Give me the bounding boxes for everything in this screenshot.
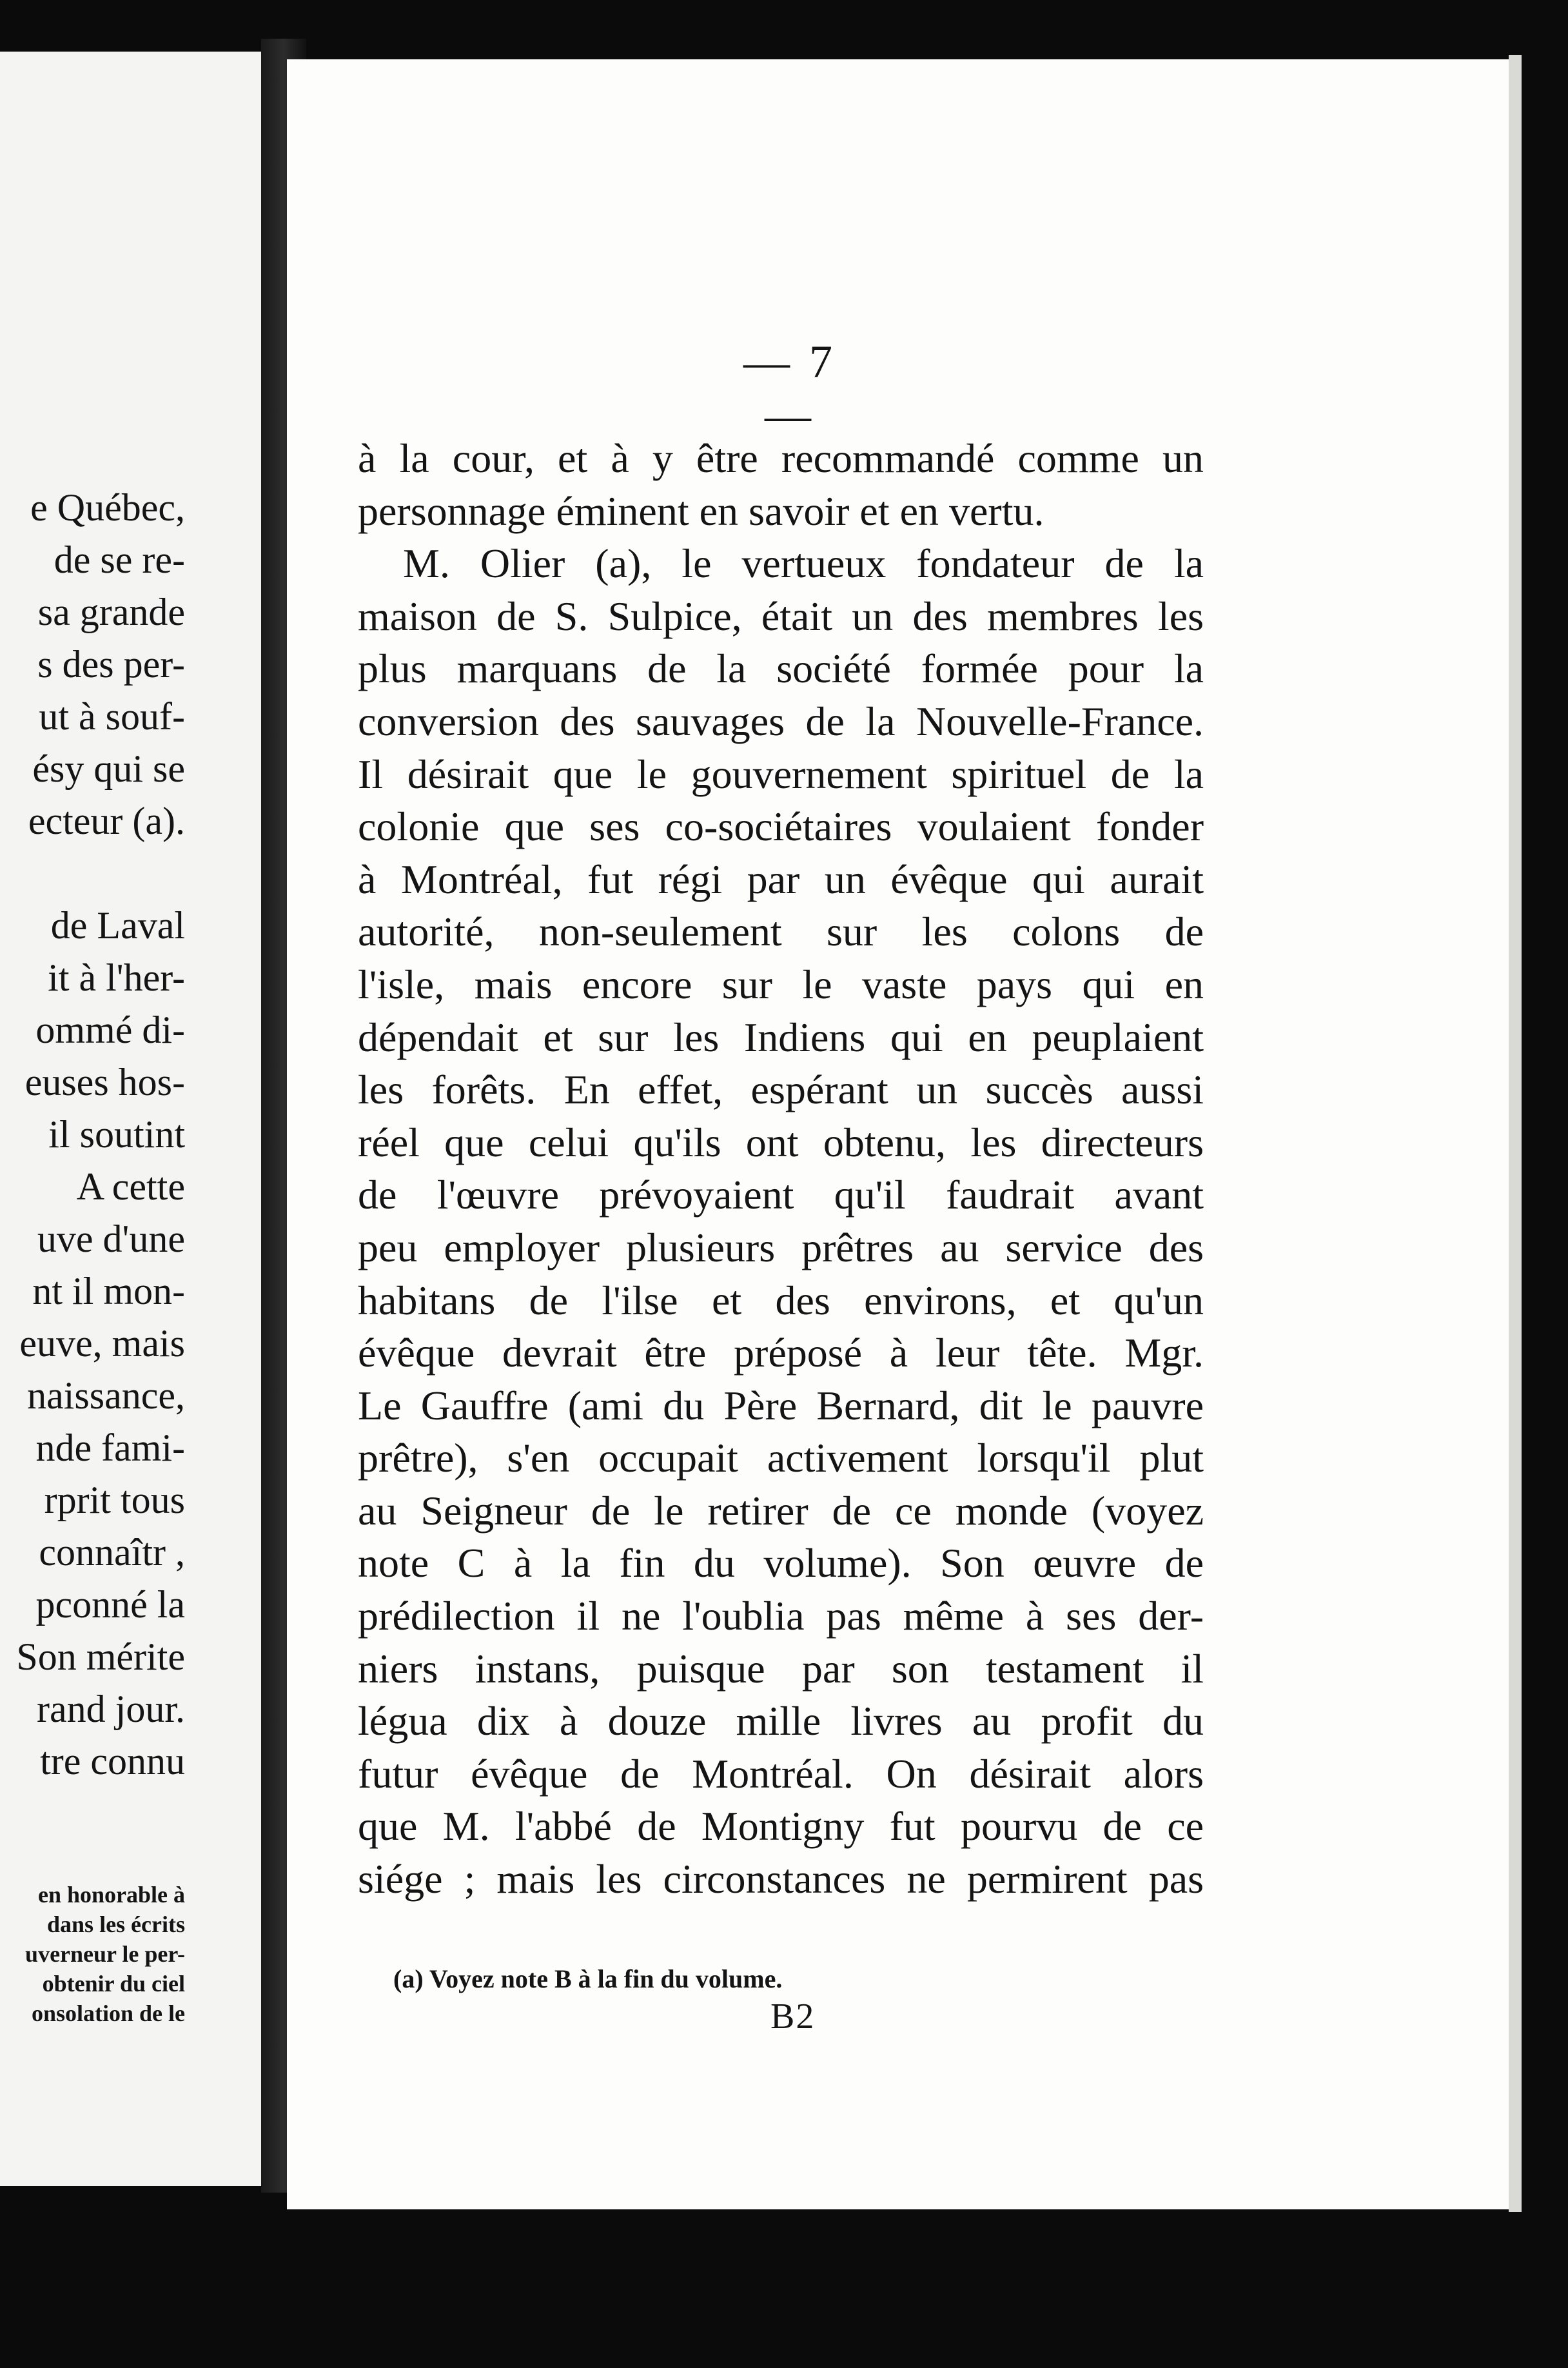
text-line: évêque devrait être préposé à leur tête. Mgr. bbox=[358, 1330, 1204, 1376]
text-line: euve, mais bbox=[19, 1322, 185, 1365]
text-line: de l'œuvre prévoyaient qu'il faudrait avant bbox=[358, 1172, 1204, 1218]
text-line: autorité, non-seulement sur les colons de bbox=[358, 909, 1204, 955]
footnote-line: onsolation de le bbox=[31, 2000, 185, 2026]
text-line: s des per- bbox=[37, 643, 185, 686]
text-line: futur évêque de Montréal. On désirait alors bbox=[358, 1750, 1204, 1797]
footnote-line: uverneur le per- bbox=[25, 1941, 185, 1967]
text-line: euses hos- bbox=[24, 1061, 185, 1103]
text-line: prédilection il ne l'oublia pas même à ses der- bbox=[358, 1593, 1204, 1639]
page-number: — 7 — bbox=[743, 336, 836, 441]
text-line: sa grande bbox=[37, 591, 185, 633]
text-line: uve d'une bbox=[37, 1218, 185, 1260]
previous-page bbox=[0, 52, 261, 2186]
text-line: it à l'her- bbox=[48, 956, 185, 999]
text-line: pconné la bbox=[35, 1583, 185, 1626]
text-line: note C à la fin du volume). Son œuvre de bbox=[358, 1540, 1204, 1586]
text-line: ésy qui se bbox=[32, 747, 185, 790]
text-line: tre connu bbox=[40, 1740, 185, 1782]
paragraph-gap bbox=[0, 847, 261, 900]
text-line: rand jour. bbox=[37, 1688, 185, 1730]
text-line: maison de S. Sulpice, était un des membres les bbox=[358, 593, 1204, 639]
text-line: personnage éminent en savoir et en vertu. bbox=[358, 488, 1044, 534]
text-line: nt il mon- bbox=[32, 1270, 185, 1312]
text-line: conversion des sauvages de la Nouvelle-France. bbox=[358, 698, 1204, 744]
text-line: à la cour, et à y être recommandé comme un bbox=[358, 435, 1204, 481]
text-line: plus marquans de la société formée pour la bbox=[358, 646, 1204, 692]
text-line: Le Gauffre (ami du Père Bernard, dit le pauvre bbox=[358, 1382, 1204, 1428]
text-line: légua dix à douze mille livres au profit du bbox=[358, 1698, 1204, 1744]
text-line: que M. l'abbé de Montigny fut pourvu de ce bbox=[358, 1803, 1204, 1850]
text-line: Il désirait que le gouvernement spirituel de la bbox=[358, 751, 1204, 797]
text-line: e Québec, bbox=[30, 486, 185, 529]
text-line: de se re- bbox=[54, 538, 185, 581]
text-line: prêtre), s'en occupait activement lorsqu'il plut bbox=[358, 1435, 1204, 1481]
text-line: nde fami- bbox=[35, 1426, 185, 1469]
previous-page-text bbox=[0, 482, 261, 1788]
footnote: (a) Voyez note B à la fin du volume. bbox=[393, 1964, 783, 1993]
text-line: peu employer plusieurs prêtres au service des bbox=[358, 1224, 1204, 1270]
text-line: connaîtr , bbox=[39, 1531, 185, 1574]
text-line: habitans de l'ilse et des environs, et qu'un bbox=[358, 1277, 1204, 1323]
text-line: ut à souf- bbox=[39, 695, 185, 738]
text-line: à Montréal, fut régi par un évêque qui aurait bbox=[358, 856, 1204, 902]
page-body bbox=[358, 432, 1204, 1906]
text-line: au Seigneur de le retirer de ce monde (voyez bbox=[358, 1487, 1204, 1534]
text-line: il soutint bbox=[48, 1113, 185, 1156]
footnote-line: dans les écrits bbox=[47, 1911, 185, 1937]
signature-mark: B2 bbox=[770, 1997, 816, 2037]
previous-page-footnotes bbox=[0, 1880, 261, 2028]
text-line: de Laval bbox=[50, 904, 185, 947]
text-line: dépendait et sur les Indiens qui en peuplaient bbox=[358, 1014, 1204, 1060]
text-line: colonie que ses co-sociétaires voulaient fonder bbox=[358, 804, 1204, 850]
text-line: naissance, bbox=[27, 1374, 185, 1417]
text-line: M. Olier (a), le vertueux fondateur de la bbox=[403, 540, 1204, 587]
text-line: réel que celui qu'ils ont obtenu, les directeurs bbox=[358, 1119, 1204, 1165]
footnote-line: obtenir du ciel bbox=[42, 1971, 185, 1997]
text-line: les forêts. En effet, espérant un succès aussi bbox=[358, 1067, 1204, 1113]
text-line: rprit tous bbox=[44, 1479, 185, 1521]
text-line: siége ; mais les circonstances ne permirent pas bbox=[358, 1856, 1204, 1902]
footnote-line: en honorable à bbox=[37, 1882, 185, 1908]
text-line: l'isle, mais encore sur le vaste pays qui en bbox=[358, 961, 1204, 1007]
text-line: Son mérite bbox=[16, 1635, 185, 1678]
text-line: niers instans, puisque par son testament il bbox=[358, 1645, 1204, 1692]
text-line: A cette bbox=[76, 1165, 185, 1208]
page-edge bbox=[1509, 55, 1522, 2212]
text-line: ecteur (a). bbox=[28, 800, 185, 842]
text-line: ommé di- bbox=[35, 1009, 185, 1051]
